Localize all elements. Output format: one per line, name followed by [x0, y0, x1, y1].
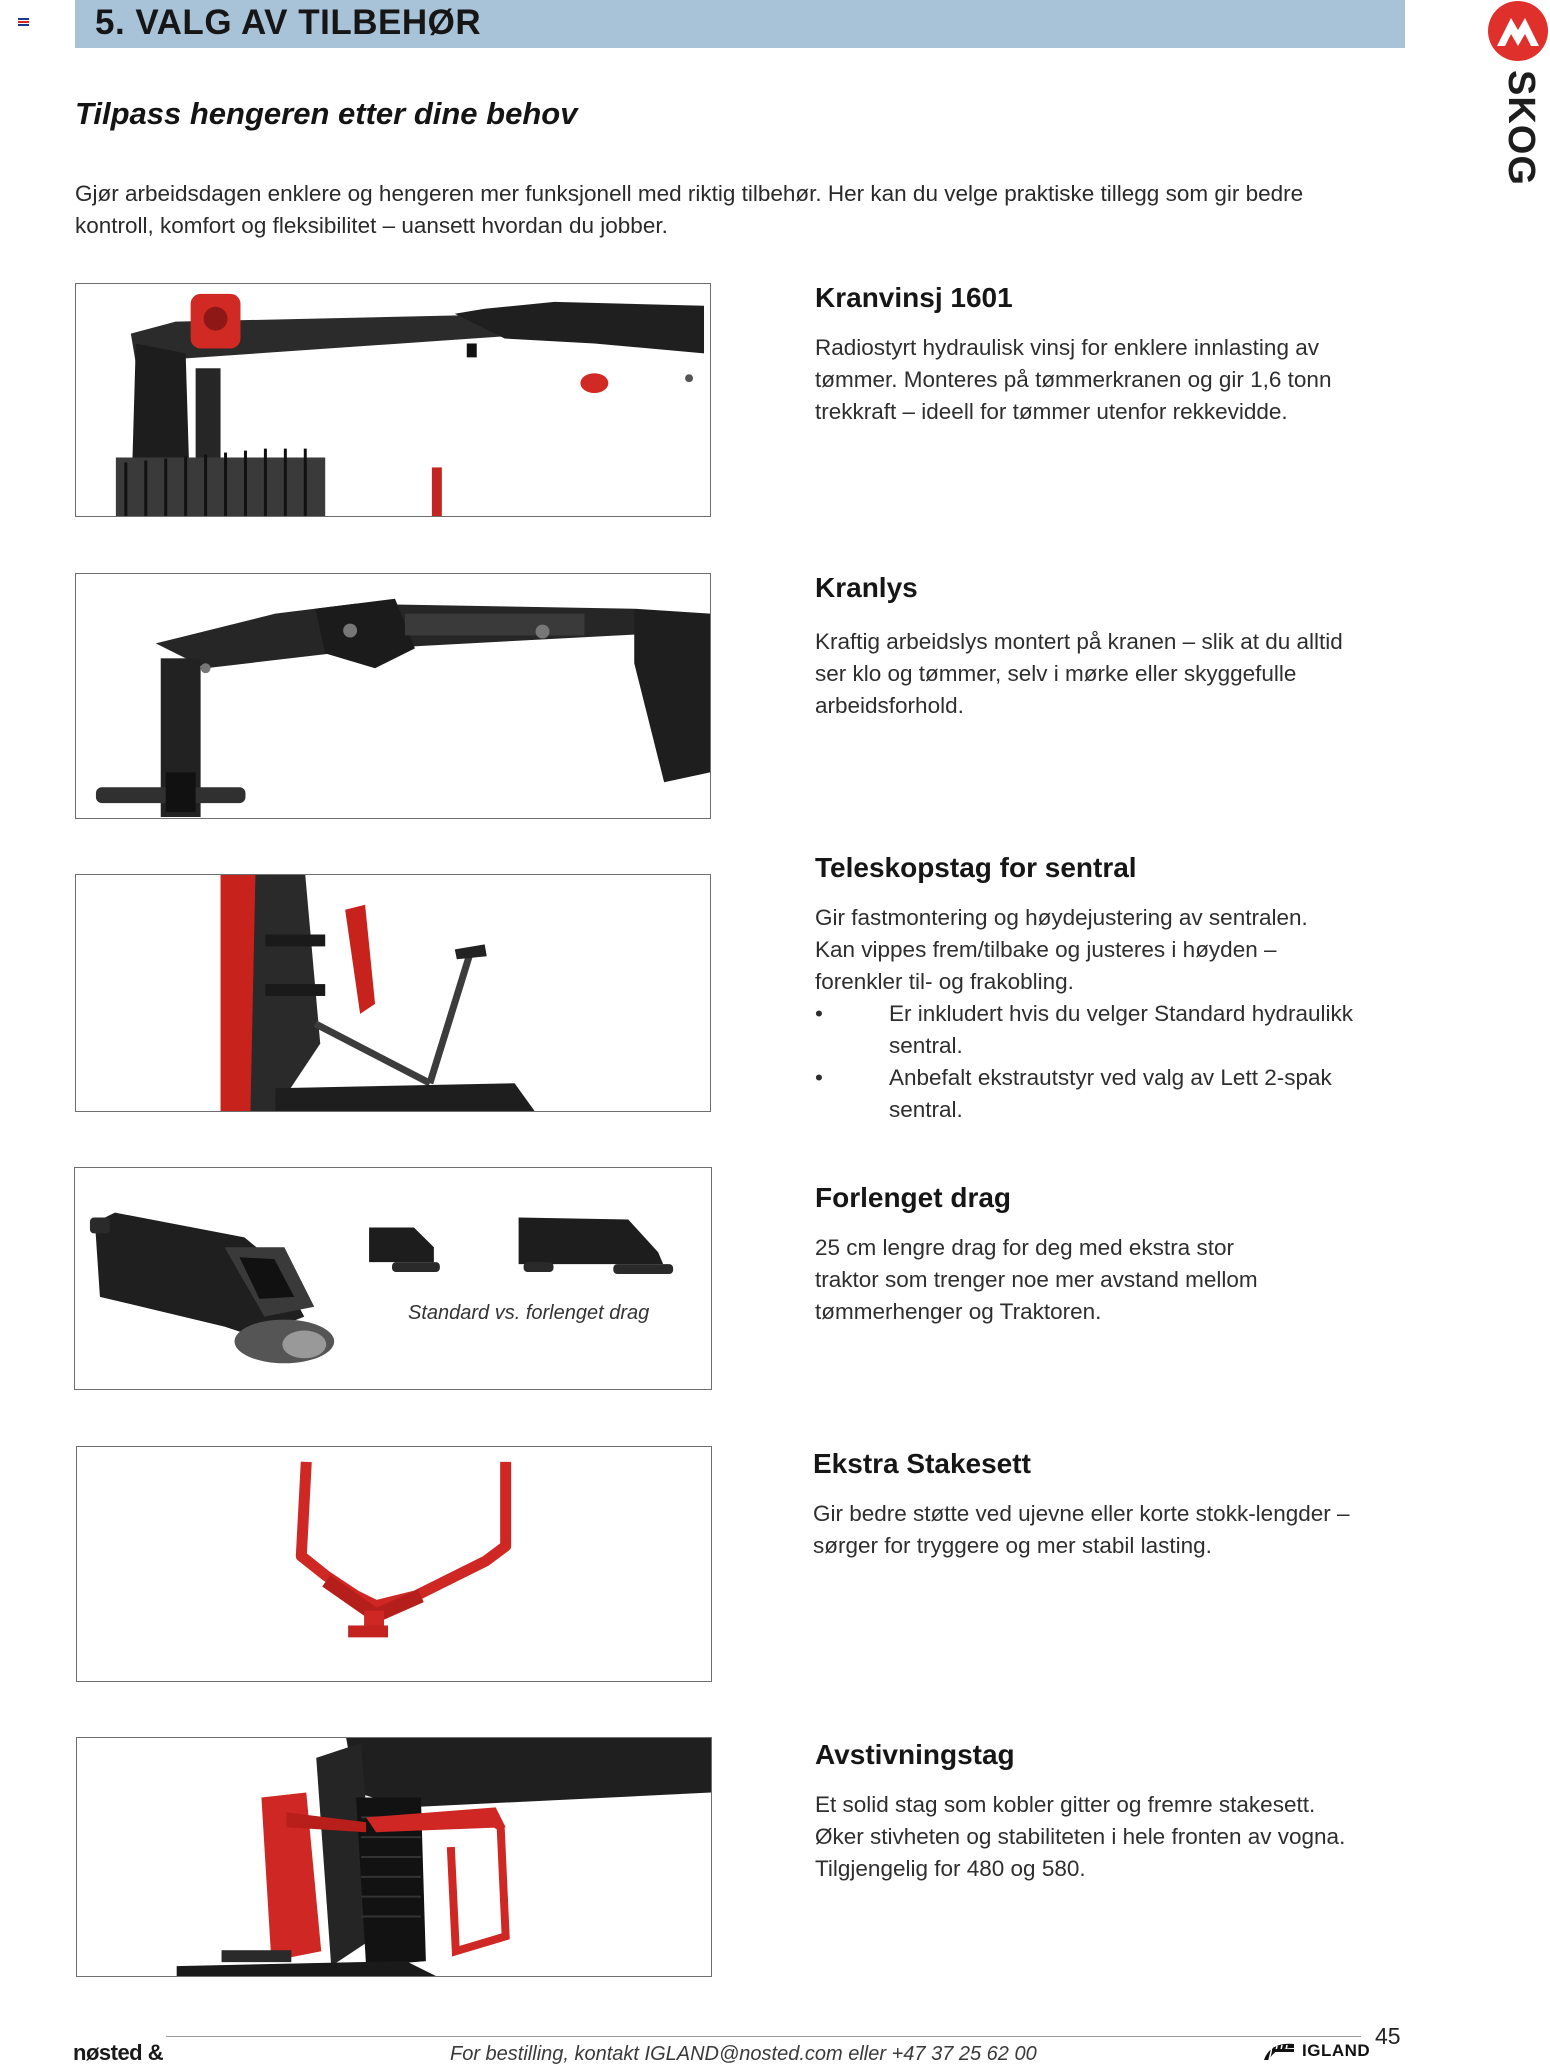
stake-set-photo — [76, 1446, 712, 1682]
product-teleskopstag — [815, 852, 1415, 1126]
image-caption: Standard vs. forlenget drag — [408, 1302, 650, 1324]
bullet-line: Anbefalt ekstrautstyr ved valg av Lett 2-spak — [889, 1065, 1332, 1090]
product-description — [815, 1789, 1415, 1885]
product-description — [815, 902, 1415, 998]
brand-word-text: SKOG — [1500, 70, 1542, 186]
brace-rod-photo — [76, 1737, 712, 1977]
description-line: arbeidsforhold. — [815, 693, 964, 718]
description-line: tømmer. Monteres på tømmerkranen og gir 1,6 tonn — [815, 367, 1332, 392]
description-line: Radiostyrt hydraulisk vinsj for enklere innlasting av — [815, 335, 1319, 360]
bullet-line: Er inkludert hvis du velger Standard hydraulikk — [889, 1001, 1353, 1026]
product-title: Teleskopstag for sentral — [815, 852, 1137, 883]
section-title: 5. VALG AV TILBEHØR — [95, 3, 482, 42]
bullet-line: sentral. — [889, 1033, 963, 1058]
igland-logo-text: IGLAND — [1302, 2041, 1371, 2060]
bullet-item — [815, 998, 1415, 1062]
description-line: Kraftig arbeidslys montert på kranen – slik at du alltid — [815, 629, 1343, 654]
product-description — [815, 332, 1415, 428]
description-line: Gir bedre støtte ved ujevne eller korte stokk-lengder – — [813, 1501, 1350, 1526]
product-title: Forlenget drag — [815, 1182, 1012, 1213]
igland-mark-icon — [1262, 2040, 1296, 2062]
product-description — [815, 626, 1415, 722]
page-subtitle: Tilpass hengeren etter dine behov — [75, 96, 578, 131]
bullet-mark: • — [815, 1001, 823, 1026]
product-kranvinsj — [815, 282, 1415, 428]
description-line: Tilgjengelig for 480 og 580. — [815, 1856, 1086, 1881]
bullet-line: sentral. — [889, 1097, 963, 1122]
extended-drawbar-photo — [74, 1167, 712, 1390]
description-line: ser klo og tømmer, selv i mørke eller skyggefulle — [815, 661, 1297, 686]
product-title: Kranlys — [815, 572, 918, 603]
description-line: Gir fastmontering og høydejustering av sentralen. — [815, 905, 1308, 930]
brand-logo-icon — [1487, 0, 1549, 62]
footer-contact: For bestilling, kontakt IGLAND@nosted.com eller +47 37 25 62 00 — [450, 2043, 1037, 2065]
page-number: 45 — [1375, 2023, 1401, 2049]
bullet-text — [889, 1062, 1332, 1126]
bullet-text — [889, 998, 1353, 1062]
footer-divider — [166, 2036, 1361, 2037]
product-avstivningstag — [815, 1739, 1415, 1885]
bullet-mark: • — [815, 1065, 823, 1090]
bullet-item — [815, 1062, 1415, 1126]
description-line: traktor som trenger noe mer avstand mellom — [815, 1267, 1258, 1292]
product-description — [815, 1232, 1415, 1328]
product-ekstra-stakesett — [813, 1448, 1413, 1562]
product-kranlys — [815, 572, 1415, 722]
brand-word-vertical — [1490, 70, 1546, 190]
description-line: sørger for tryggere og mer stabil lasting. — [813, 1533, 1212, 1558]
product-title: Avstivningstag — [815, 1739, 1015, 1770]
nosted-logo: nøsted & — [73, 2040, 164, 2065]
product-forlenget-drag — [815, 1182, 1415, 1328]
product-description — [813, 1498, 1413, 1562]
description-line: Kan vippes frem/tilbake og justeres i høyden – — [815, 937, 1277, 962]
product-title: Kranvinsj 1601 — [815, 282, 1013, 313]
crane-light-photo — [75, 573, 711, 819]
description-line: 25 cm lengre drag for deg med ekstra stor — [815, 1235, 1234, 1260]
description-line: Øker stivheten og stabiliteten i hele fronten av vogna. — [815, 1824, 1346, 1849]
intro-paragraph: Gjør arbeidsdagen enklere og hengeren mer funksjonell med riktig tilbehør. Her kan du velge praktiske tillegg som gir bedre kontroll, komfort og fleksibilitet – uansett hvordan du jobber. — [75, 181, 1304, 238]
igland-logo — [1262, 2040, 1370, 2062]
description-line: forenkler til- og frakobling. — [815, 969, 1074, 994]
flag-mark-icon — [18, 18, 29, 26]
product-title: Ekstra Stakesett — [813, 1448, 1031, 1479]
description-line: Et solid stag som kobler gitter og fremre stakesett. — [815, 1792, 1316, 1817]
crane-winch-photo — [75, 283, 711, 517]
telescopic-rod-photo — [75, 874, 711, 1112]
description-line: trekkraft – ideell for tømmer utenfor rekkevidde. — [815, 399, 1288, 424]
description-line: tømmerhenger og Traktoren. — [815, 1299, 1102, 1324]
